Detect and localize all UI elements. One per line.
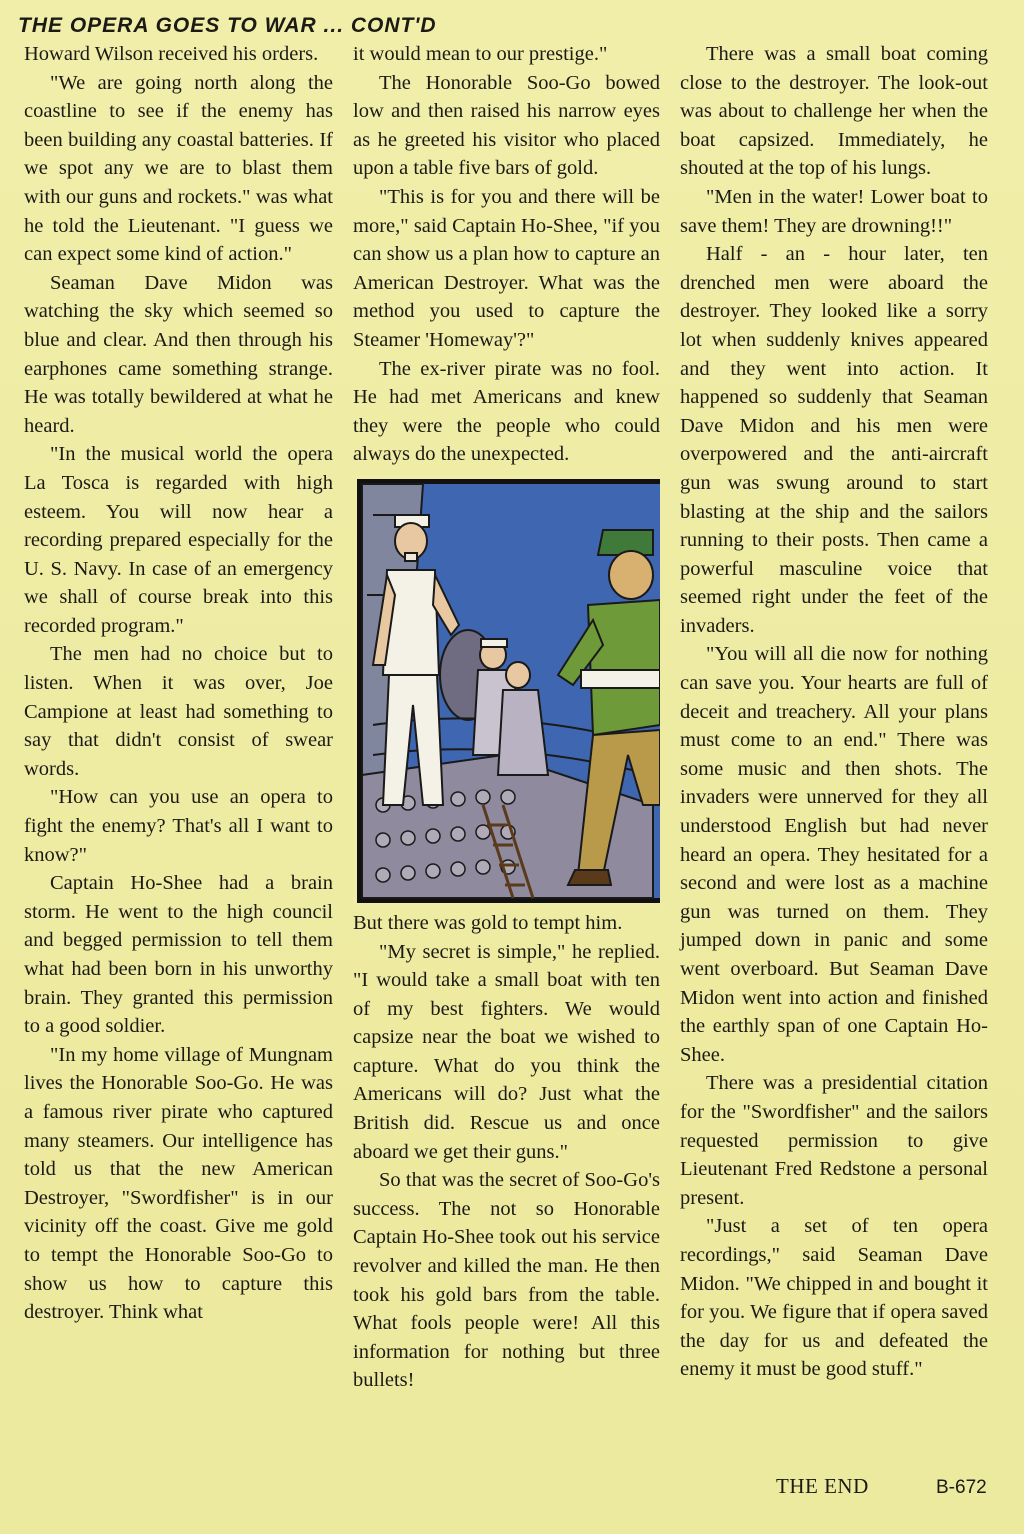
paragraph: The Honorable Soo-Go bowed low and then raised his narrow eyes as he greeted his visitor who placed upon a table five bars of gold. — [353, 71, 660, 180]
paragraph: "You will all die now for nothing can save you. Your hearts are full of deceit and treachery. All your plans must come to an end." There was some music and then shots. The invaders were unnerved for they all understood English but had never heard an opera. They hesitated for a second and were lost as a machine gun was turned on them. They jumped down in panic and some went overboard. But Seaman Dave Midon went into action and finished the earthly span of one Captain Ho-Shee. — [680, 643, 988, 1066]
paragraph: Seaman Dave Midon was watching the sky which seemed so blue and clear. And then through his earphones came something strange. He was totally bewildered at what he heard. — [24, 271, 333, 437]
paragraph: "Men in the water! Lower boat to save them! They are drowning!!" — [680, 185, 988, 237]
paragraph: "In the musical world the opera La Tosca is regarded with high esteem. You will now hear a recording prepared especially for the U. S. Navy. In case of an emergency we shall of course break into this recorded program." — [24, 443, 333, 637]
text-column-3 — [680, 40, 988, 1384]
paragraph: "This is for you and there will be more," said Captain Ho-Shee, "if you can show us a plan how to capture an American Destroyer. What was the method you used to capture the Steamer 'Homeway'?" — [353, 185, 660, 351]
paragraph: "We are going north along the coastline to see if the enemy has been building any coastal batteries. If we spot any we are to blast them with our guns and rockets." was what he told the Lieutenant. "I guess we can expect some kind of action." — [24, 71, 333, 266]
paragraph: "In my home village of Mungnam lives the Honorable Soo-Go. He was a famous river pirate who captured many steamers. Our intelligence has told us that the new American Destroyer, "Swordfisher" is in our vicinity off the coast. Give me gold to tempt the Honorable Soo-Go to show us how to capture this destroyer. Think what — [24, 1043, 333, 1324]
the-end-label: THE END — [776, 1474, 869, 1498]
paragraph: "Just a set of ten opera recordings," said Seaman Dave Midon. "We chipped in and bought it for you. We figure that if opera saved the day for us and defeated the enemy it must be good stuff." — [680, 1215, 988, 1381]
paragraph: So that was the secret of Soo-Go's success. The not so Honorable Captain Ho-Shee took out his service revolver and killed the man. He then took his gold bars from the table. What fools people were! All this information for nothing but three bullets! — [353, 1169, 660, 1392]
story-code: B-672 — [936, 1477, 987, 1498]
paragraph: "How can you use an opera to fight the enemy? That's all I want to know?" — [24, 786, 333, 866]
page-header: THE OPERA GOES TO WAR ... CONT'D — [18, 14, 437, 37]
paragraph: it would mean to our prestige." — [353, 43, 608, 65]
comic-panel-illustration — [353, 475, 660, 905]
paragraph: But there was gold to tempt him. — [353, 911, 623, 934]
paragraph: Howard Wilson received his orders. — [24, 43, 319, 65]
paragraph: There was a small boat coming close to the destroyer. The look-out was about to challenge her when the boat capsized. Immediately, he shouted at the top of his lungs. — [680, 43, 988, 180]
paragraph: The men had no choice but to listen. When it was over, Joe Campione at least had something to say that didn't consist of swear words. — [24, 643, 333, 780]
panel-artwork — [353, 475, 660, 905]
paragraph: There was a presidential citation for the "Swordfisher" and the sailors requested permission to give Lieutenant Fred Redstone a personal present. — [680, 1072, 988, 1209]
text-column-2 — [353, 40, 660, 1395]
paragraph: "My secret is simple," he replied. "I would take a small boat with ten of my best fighters. We would capsize near the boat we wished to capture. What do you think the Americans will do? Just what the British did. Rescue us and once aboard we get their guns." — [353, 940, 660, 1163]
text-column-1 — [24, 40, 333, 1327]
paragraph: Captain Ho-Shee had a brain storm. He went to the high council and begged permission to tell them what had been born in his unworthy brain. They granted this permission to a good soldier. — [24, 872, 333, 1038]
paragraph: Half - an - hour later, ten drenched men were aboard the destroyer. They looked like a sorry lot when suddenly knives appeared and they went into action. It happened so suddenly that Seaman Dave Midon and his men were overpowered and the anti-aircraft gun was swung around to start blasting at the ship and the sailors running to their posts. Then came a powerful masculine voice that seemed right under the feet of the invaders. — [680, 243, 988, 637]
paragraph: The ex-river pirate was no fool. He had met Americans and knew they were the people who could always do the unexpected. — [353, 357, 660, 466]
